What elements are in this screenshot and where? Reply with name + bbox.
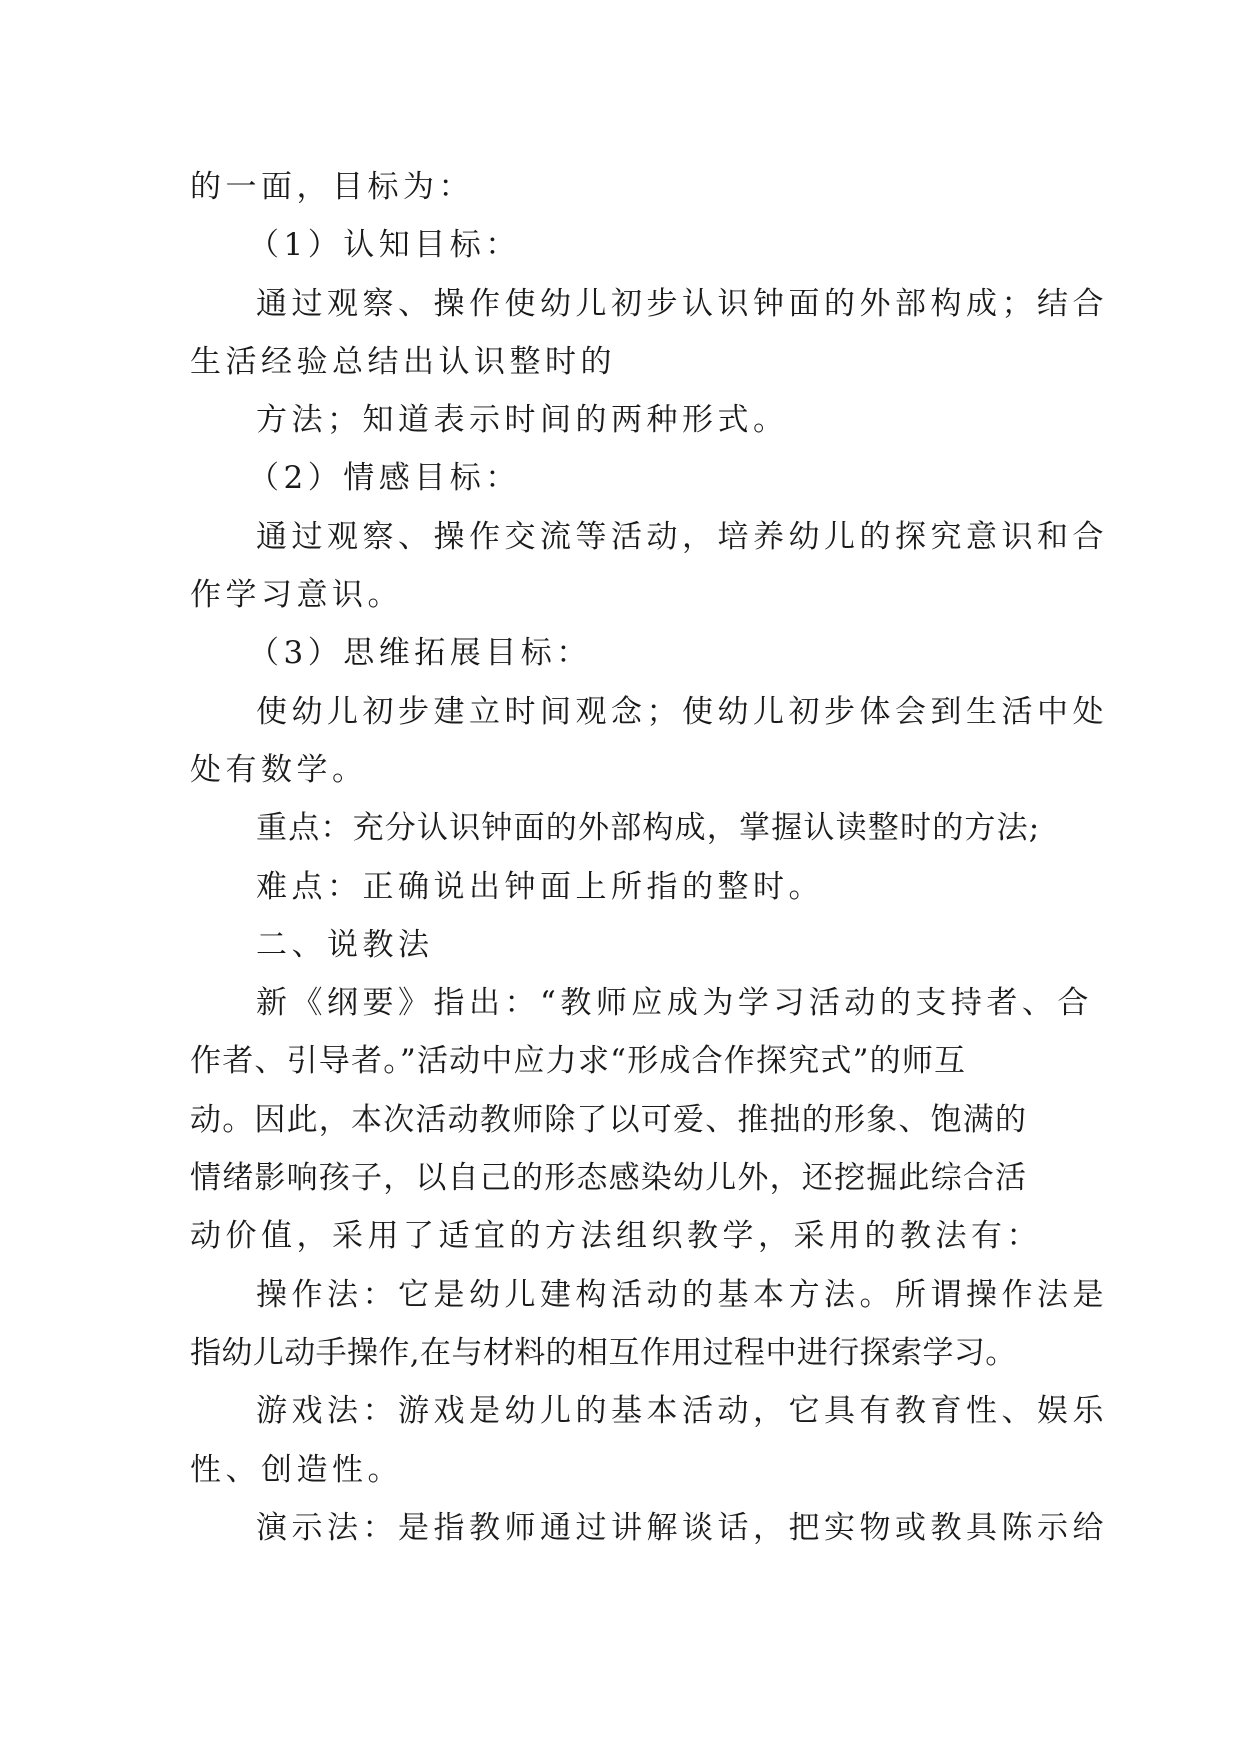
text-line: 性、创造性。: [190, 1451, 403, 1488]
text-line: 演示法：是指教师通过讲解谈话，把实物或教具陈示给: [256, 1509, 1108, 1546]
text-line: 方法；知道表示时间的两种形式。: [256, 402, 789, 439]
section-heading: 二、说教法: [256, 926, 434, 963]
text-line: 处有数学。: [190, 751, 368, 788]
difficulty-line: 难点：正确说出钟面上所指的整时。: [256, 868, 824, 905]
text-line: 通过观察、操作使幼儿初步认识钟面的外部构成；结合: [256, 285, 1108, 322]
text-line: 游戏法：游戏是幼儿的基本活动，它具有教育性、娱乐: [256, 1393, 1108, 1430]
text-line: 的一面，目标为：: [190, 169, 474, 205]
text-line: 指幼儿动手操作,在与材料的相互作用过程中进行探索学习。: [190, 1334, 1017, 1371]
document-body: [190, 158, 1108, 1557]
text-line: 生活经验总结出认识整时的: [190, 343, 616, 380]
objective-heading-thinking: （3）思维拓展目标：: [248, 635, 592, 672]
text-line: 操作法：它是幼儿建构活动的基本方法。所谓操作法是: [256, 1276, 1108, 1313]
text-line: 作者、引导者。”活动中应力求“形成合作探究式”的师互: [190, 1043, 967, 1080]
objective-heading-cognitive: （1）认知目标：: [248, 227, 521, 264]
text-line: 动。因此，本次活动教师除了以可爱、推拙的形象、饱满的: [190, 1101, 1028, 1138]
text-line: 使幼儿初步建立时间观念；使幼儿初步体会到生活中处: [256, 693, 1108, 730]
key-point-line: 重点：充分认识钟面的外部构成，掌握认读整时的方法;: [256, 810, 1041, 847]
text-line: 作学习意识。: [190, 577, 403, 614]
text-line: 通过观察、操作交流等活动，培养幼儿的探究意识和合: [256, 518, 1108, 555]
objective-heading-emotional: （2）情感目标：: [248, 460, 521, 497]
text-line: 动价值，采用了适宜的方法组织教学，采用的教法有：: [190, 1218, 1042, 1255]
text-line: 情绪影响孩子，以自己的形态感染幼儿外，还挖掘此综合活: [190, 1160, 1028, 1197]
text-line: 新《纲要》指出：“教师应成为学习活动的支持者、合: [256, 985, 1093, 1022]
